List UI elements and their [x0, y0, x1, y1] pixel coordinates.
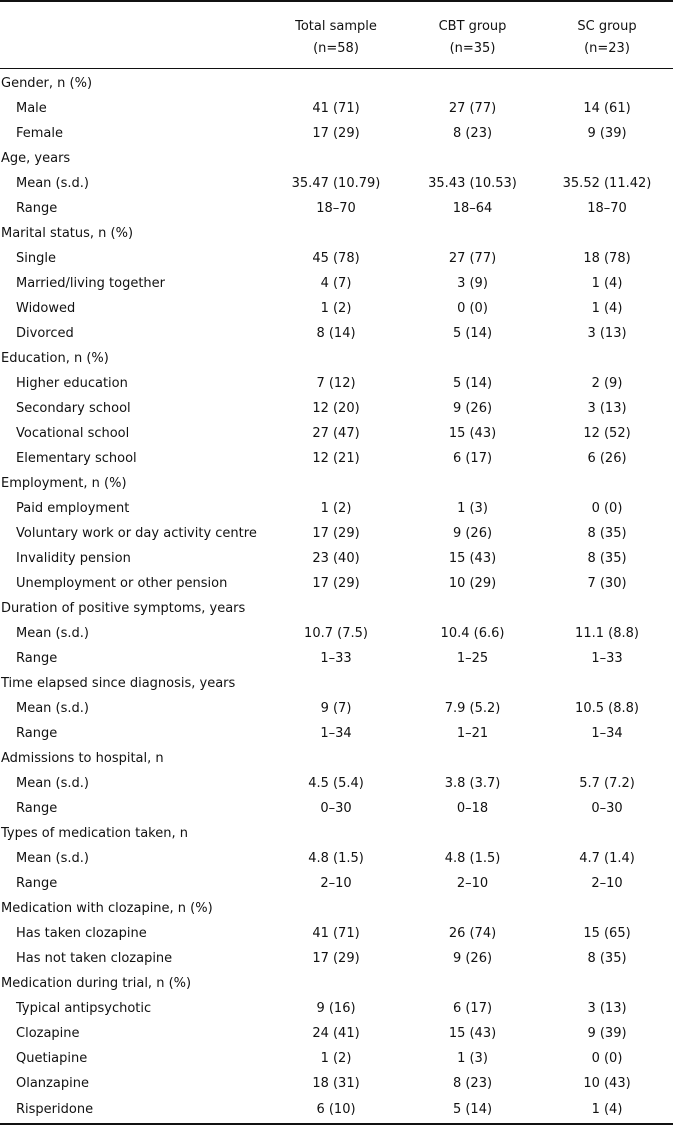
row-label: Has taken clozapine [16, 925, 147, 941]
table-row [0, 421, 673, 446]
table-row [0, 446, 673, 471]
total-sample-cell: 4 (7) [320, 275, 352, 291]
cbt-group-cell: 9 (26) [452, 400, 493, 416]
table-row [0, 521, 673, 546]
sc-group-cell [541, 69, 673, 97]
section-label: Duration of positive symptoms, years [1, 600, 246, 616]
sc-group-cell: 12 (52) [583, 425, 631, 441]
total-sample-cell: 4.5 (5.4) [308, 775, 364, 791]
row-label: Mean (s.d.) [16, 175, 89, 191]
total-sample-cell: 9 (16) [316, 1000, 356, 1016]
total-sample-cell: 35.47 (10.79) [291, 175, 381, 191]
section-header-row [0, 971, 673, 996]
cbt-group-cell: 1 (3) [457, 500, 488, 516]
section-label: Education, n (%) [1, 350, 109, 366]
sc-group-cell: 1 (4) [591, 275, 623, 291]
sc-group-cell [541, 146, 673, 171]
cbt-group-cell: 8 (23) [452, 125, 493, 141]
row-label: Mean (s.d.) [16, 775, 89, 791]
cbt-group-cell: 4.8 (1.5) [444, 850, 501, 866]
total-sample-cell: 18–70 [316, 200, 356, 216]
cbt-group-cell [404, 471, 541, 496]
row-label: Range [16, 800, 58, 816]
table-row [0, 321, 673, 346]
total-sample-cell: 1 (2) [320, 1050, 352, 1066]
sc-group-cell: 15 (65) [583, 925, 631, 941]
section-label: Medication with clozapine, n (%) [1, 900, 213, 916]
total-sample-cell: 17 (29) [312, 525, 360, 541]
section-label: Marital status, n (%) [1, 225, 134, 241]
cbt-group-cell: 1–21 [456, 725, 489, 741]
sc-group-cell: 3 (13) [587, 325, 627, 341]
header-cbt-group: CBT group [404, 1, 541, 35]
table-row [0, 1096, 673, 1124]
header-empty-cell [0, 35, 268, 69]
section-label: Types of medication taken, n [1, 825, 188, 841]
sc-group-cell: 6 (26) [587, 450, 627, 466]
cbt-group-cell: 9 (26) [452, 525, 493, 541]
total-sample-cell: 6 (10) [268, 1096, 404, 1124]
total-sample-cell: 1–33 [320, 650, 352, 666]
table-row [0, 621, 673, 646]
header-total-sample: Total sample [268, 1, 404, 35]
section-header-row [0, 471, 673, 496]
cbt-group-cell: 26 (74) [448, 925, 497, 941]
total-sample-cell: 1 (2) [320, 500, 352, 516]
row-label: Higher education [16, 375, 128, 391]
total-sample-cell [268, 471, 404, 496]
section-header-row [0, 821, 673, 846]
header-cbt-n: (n=35) [404, 35, 541, 69]
sc-group-cell: 18–70 [587, 200, 627, 216]
total-sample-cell: 12 (21) [312, 450, 360, 466]
section-label: Time elapsed since diagnosis, years [1, 675, 236, 691]
header-row-counts [0, 35, 673, 69]
header-sc-n: (n=23) [541, 35, 673, 69]
table-row [0, 871, 673, 896]
table-row [0, 696, 673, 721]
cbt-group-cell [404, 746, 541, 771]
sc-group-cell: 2–10 [591, 875, 623, 891]
cbt-group-cell: 18–64 [452, 200, 493, 216]
total-sample-cell: 17 (29) [312, 125, 360, 141]
total-sample-cell [268, 896, 404, 921]
sc-group-cell: 4.7 (1.4) [579, 850, 635, 866]
cbt-group-cell: 6 (17) [452, 1000, 493, 1016]
table-row [0, 996, 673, 1021]
row-label: Divorced [16, 325, 74, 341]
sc-group-cell [541, 671, 673, 696]
total-sample-cell: 0–30 [320, 800, 352, 816]
table-row [0, 96, 673, 121]
row-label: Range [16, 650, 58, 666]
cbt-group-cell: 9 (26) [452, 950, 493, 966]
sc-group-cell: 2 (9) [591, 375, 623, 391]
cbt-group-cell [404, 971, 541, 996]
sc-group-cell: 0 (0) [591, 1050, 623, 1066]
section-header-row [0, 896, 673, 921]
cbt-group-cell: 5 (14) [452, 325, 493, 341]
sc-group-cell: 9 (39) [587, 1025, 627, 1041]
header-total-n: (n=58) [268, 35, 404, 69]
section-header-row [0, 746, 673, 771]
total-sample-cell [268, 821, 404, 846]
table-row [0, 296, 673, 321]
cbt-group-cell [404, 596, 541, 621]
sc-group-cell: 18 (78) [583, 250, 631, 266]
row-label: Range [16, 200, 58, 216]
total-sample-cell: 12 (20) [312, 400, 360, 416]
sc-group-cell [541, 346, 673, 371]
section-label: Employment, n (%) [1, 475, 127, 491]
sc-group-cell: 8 (35) [587, 950, 627, 966]
section-label: Admissions to hospital, n [1, 750, 164, 766]
row-label: Male [16, 100, 47, 116]
row-label: Unemployment or other pension [16, 575, 228, 591]
row-label: Female [16, 125, 64, 141]
sc-group-cell [541, 896, 673, 921]
table-row [0, 571, 673, 596]
cbt-group-cell: 8 (23) [452, 1075, 493, 1091]
cbt-group-cell: 7.9 (5.2) [444, 700, 501, 716]
cbt-group-cell: 6 (17) [452, 450, 493, 466]
row-label: Mean (s.d.) [16, 700, 89, 716]
total-sample-cell [268, 671, 404, 696]
cbt-group-cell: 27 (77) [448, 250, 497, 266]
row-label: Risperidone [0, 1096, 268, 1124]
total-sample-cell [268, 971, 404, 996]
row-label: Range [16, 875, 58, 891]
table-row [0, 496, 673, 521]
table-row [0, 1046, 673, 1071]
row-label: Single [16, 250, 56, 266]
cbt-group-cell: 15 (43) [448, 550, 497, 566]
table-row [0, 771, 673, 796]
row-label: Married/living together [16, 275, 166, 291]
row-label: Range [16, 725, 58, 741]
row-label: Voluntary work or day activity centre [16, 525, 257, 541]
section-header-row [0, 346, 673, 371]
cbt-group-cell: 35.43 (10.53) [428, 175, 517, 191]
table-row [0, 1021, 673, 1046]
sc-group-cell: 1 (4) [541, 1096, 673, 1124]
row-label: Quetiapine [16, 1050, 88, 1066]
total-sample-cell: 27 (47) [312, 425, 360, 441]
total-sample-cell: 1–34 [320, 725, 352, 741]
total-sample-cell: 41 (71) [312, 100, 360, 116]
total-sample-cell: 10.7 (7.5) [304, 625, 368, 641]
sc-group-cell: 3 (13) [587, 1000, 627, 1016]
cbt-group-cell: 3 (9) [457, 275, 488, 291]
header-empty-cell [0, 1, 268, 35]
total-sample-cell [268, 346, 404, 371]
section-label: Age, years [1, 150, 71, 166]
total-sample-cell [268, 746, 404, 771]
row-label: Mean (s.d.) [16, 625, 89, 641]
table-row [0, 246, 673, 271]
table-body [0, 69, 673, 1125]
cbt-group-cell [404, 896, 541, 921]
header-row-titles [0, 1, 673, 35]
table-row [0, 121, 673, 146]
section-header-row [0, 596, 673, 621]
table-row [0, 1071, 673, 1096]
total-sample-cell [268, 146, 404, 171]
total-sample-cell: 24 (41) [312, 1025, 360, 1041]
sc-group-cell: 0 (0) [591, 500, 623, 516]
section-header-row [0, 146, 673, 171]
row-label: Invalidity pension [16, 550, 131, 566]
section-header-row [0, 69, 673, 97]
sc-group-cell: 1–34 [591, 725, 623, 741]
row-label: Paid employment [16, 500, 130, 516]
section-header-row [0, 221, 673, 246]
sc-group-cell: 3 (13) [587, 400, 627, 416]
cbt-group-cell: 5 (14) [404, 1096, 541, 1124]
table-row [0, 396, 673, 421]
sc-group-cell: 11.1 (8.8) [575, 625, 639, 641]
cbt-group-cell: 2–10 [456, 875, 489, 891]
cbt-group-cell [404, 69, 541, 97]
cbt-group-cell: 1–25 [456, 650, 489, 666]
row-label: Widowed [16, 300, 76, 316]
sc-group-cell [541, 221, 673, 246]
cbt-group-cell: 10.4 (6.6) [440, 625, 505, 641]
sc-group-cell [541, 746, 673, 771]
header-sc-group: SC group [541, 1, 673, 35]
table-row [0, 171, 673, 196]
total-sample-cell [268, 221, 404, 246]
sc-group-cell: 5.7 (7.2) [579, 775, 635, 791]
sc-group-cell [541, 821, 673, 846]
cbt-group-cell [404, 346, 541, 371]
sc-group-cell [541, 971, 673, 996]
row-label: Olanzapine [16, 1075, 89, 1091]
section-header-row [0, 671, 673, 696]
total-sample-cell: 9 (7) [320, 700, 352, 716]
section-label: Medication during trial, n (%) [1, 975, 192, 991]
total-sample-cell: 2–10 [320, 875, 352, 891]
table-row [0, 721, 673, 746]
sc-group-cell: 1–33 [591, 650, 623, 666]
cbt-group-cell [404, 221, 541, 246]
row-label: Clozapine [16, 1025, 80, 1041]
table-row [0, 946, 673, 971]
total-sample-cell: 8 (14) [316, 325, 356, 341]
sc-group-cell: 1 (4) [591, 300, 623, 316]
sc-group-cell [541, 471, 673, 496]
table-row [0, 921, 673, 946]
sc-group-cell: 10 (43) [583, 1075, 631, 1091]
table-row [0, 646, 673, 671]
row-label: Vocational school [16, 425, 130, 441]
total-sample-cell [268, 69, 404, 97]
sc-group-cell: 0–30 [591, 800, 623, 816]
table-row [0, 796, 673, 821]
table-header [0, 1, 673, 69]
total-sample-cell: 17 (29) [312, 575, 360, 591]
table-row [0, 196, 673, 221]
sc-group-cell [541, 596, 673, 621]
cbt-group-cell [404, 821, 541, 846]
sc-group-cell: 10.5 (8.8) [575, 700, 639, 716]
total-sample-cell: 23 (40) [312, 550, 360, 566]
section-label: Gender, n (%) [1, 75, 93, 91]
total-sample-cell [268, 596, 404, 621]
sc-group-cell: 7 (30) [587, 575, 627, 591]
cbt-group-cell: 0 (0) [457, 300, 488, 316]
row-label: Secondary school [16, 400, 131, 416]
cbt-group-cell [404, 671, 541, 696]
sc-group-cell: 8 (35) [587, 525, 627, 541]
row-label: Typical antipsychotic [16, 1000, 152, 1016]
table-row [0, 846, 673, 871]
total-sample-cell: 1 (2) [320, 300, 352, 316]
sc-group-cell: 9 (39) [587, 125, 627, 141]
sc-group-cell: 35.52 (11.42) [562, 175, 652, 191]
cbt-group-cell: 3.8 (3.7) [444, 775, 501, 791]
cbt-group-cell [404, 146, 541, 171]
total-sample-cell: 45 (78) [312, 250, 360, 266]
cbt-group-cell: 1 (3) [457, 1050, 488, 1066]
total-sample-cell: 41 (71) [312, 925, 360, 941]
total-sample-cell: 7 (12) [316, 375, 356, 391]
cbt-group-cell: 15 (43) [448, 1025, 497, 1041]
cbt-group-cell: 10 (29) [448, 575, 497, 591]
row-label: Elementary school [16, 450, 137, 466]
sc-group-cell: 8 (35) [587, 550, 627, 566]
cbt-group-cell: 0–18 [456, 800, 489, 816]
total-sample-cell: 18 (31) [312, 1075, 360, 1091]
cbt-group-cell: 15 (43) [448, 425, 497, 441]
row-label: Has not taken clozapine [16, 950, 173, 966]
sc-group-cell: 14 (61) [583, 100, 631, 116]
row-label: Mean (s.d.) [16, 850, 89, 866]
table-row [0, 271, 673, 296]
table-row [0, 546, 673, 571]
cbt-group-cell: 27 (77) [448, 100, 497, 116]
total-sample-cell: 17 (29) [312, 950, 360, 966]
table-row [0, 371, 673, 396]
total-sample-cell: 4.8 (1.5) [308, 850, 364, 866]
cbt-group-cell: 5 (14) [452, 375, 493, 391]
